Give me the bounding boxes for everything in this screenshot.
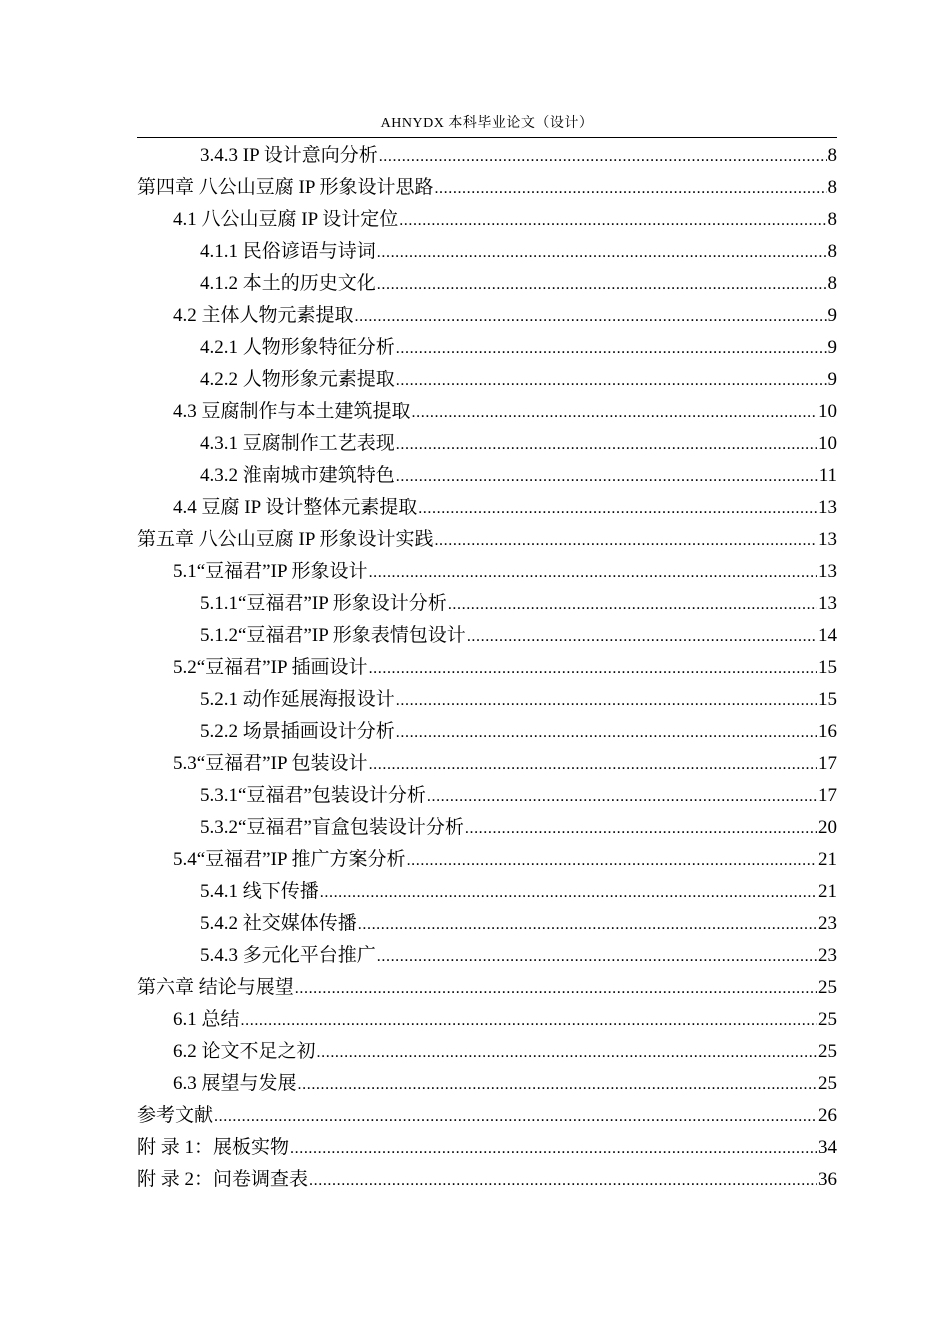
toc-dot-leader	[317, 1037, 817, 1069]
toc-entry[interactable]	[137, 524, 837, 556]
toc-dot-leader	[377, 269, 827, 301]
toc-entry[interactable]	[137, 460, 837, 492]
toc-entry[interactable]	[137, 428, 837, 460]
toc-entry-title: 4.2.2 人物形象元素提取	[200, 369, 395, 390]
toc-entry-title: 第四章 八公山豆腐 IP 形象设计思路	[137, 177, 434, 198]
toc-dot-leader	[396, 717, 817, 749]
toc-entry[interactable]	[137, 1164, 837, 1196]
toc-entry-page-number: 25	[818, 1041, 837, 1062]
toc-entry-page-number: 13	[818, 593, 837, 614]
toc-entry[interactable]	[137, 876, 837, 908]
toc-entry-page-number: 8	[827, 241, 837, 262]
toc-entry-title: 5.4.2 社交媒体传播	[200, 913, 357, 934]
toc-dot-leader	[369, 557, 817, 589]
toc-entry-title: 4.1.1 民俗谚语与诗词	[200, 241, 376, 262]
toc-entry-page-number: 8	[827, 177, 837, 198]
toc-entry-page-number: 20	[818, 817, 837, 838]
toc-entry[interactable]	[137, 396, 837, 428]
toc-dot-leader	[399, 205, 826, 237]
toc-entry[interactable]	[137, 1132, 837, 1164]
toc-entry-page-number: 25	[818, 1009, 837, 1030]
toc-entry-title: 5.4.1 线下传播	[200, 881, 319, 902]
toc-entry-page-number: 23	[818, 913, 837, 934]
toc-entry[interactable]	[137, 620, 837, 652]
toc-entry-title: 5.1.1“豆福君”IP 形象设计分析	[200, 593, 447, 614]
toc-entry-page-number: 11	[818, 465, 837, 486]
toc-entry-page-number: 15	[818, 657, 837, 678]
toc-entry[interactable]	[137, 172, 837, 204]
toc-entry-page-number: 23	[818, 945, 837, 966]
toc-dot-leader	[396, 461, 818, 493]
toc-dot-leader	[377, 941, 817, 973]
toc-entry-title: 5.3.1“豆福君”包装设计分析	[200, 785, 426, 806]
toc-entry[interactable]	[137, 1036, 837, 1068]
toc-dot-leader	[369, 653, 817, 685]
toc-entry-title: 附 录 1：展板实物	[137, 1137, 290, 1158]
toc-entry[interactable]	[137, 140, 837, 172]
header-divider	[137, 137, 837, 138]
toc-entry-title: 5.2.2 场景插画设计分析	[200, 721, 395, 742]
toc-dot-leader	[448, 589, 817, 621]
toc-entry[interactable]	[137, 556, 837, 588]
toc-entry[interactable]	[137, 1004, 837, 1036]
toc-entry-page-number: 9	[827, 369, 837, 390]
toc-dot-leader	[241, 1005, 817, 1037]
toc-dot-leader	[298, 1069, 817, 1101]
toc-entry-page-number: 8	[827, 273, 837, 294]
toc-entry-title: 第五章 八公山豆腐 IP 形象设计实践	[137, 529, 434, 550]
toc-entry[interactable]	[137, 332, 837, 364]
toc-entry[interactable]	[137, 748, 837, 780]
toc-entry-title: 6.3 展望与发展	[173, 1073, 297, 1094]
toc-entry-page-number: 15	[818, 689, 837, 710]
toc-entry-title: 4.3 豆腐制作与本土建筑提取	[173, 401, 411, 422]
toc-entry-title: 4.4 豆腐 IP 设计整体元素提取	[173, 497, 418, 518]
toc-entry[interactable]	[137, 1068, 837, 1100]
toc-entry-title: 6.2 论文不足之初	[173, 1041, 316, 1062]
toc-dot-leader	[418, 493, 817, 525]
toc-dot-leader	[379, 141, 827, 173]
toc-entry-page-number: 8	[827, 209, 837, 230]
toc-entry-title: 4.2 主体人物元素提取	[173, 305, 354, 326]
toc-entry-page-number: 9	[827, 305, 837, 326]
toc-entry-title: 3.4.3 IP 设计意向分析	[200, 145, 378, 166]
toc-dot-leader	[434, 525, 817, 557]
toc-entry[interactable]	[137, 268, 837, 300]
toc-dot-leader	[295, 973, 817, 1005]
toc-dot-leader	[369, 749, 817, 781]
toc-entry-title: 5.2“豆福君”IP 插画设计	[173, 657, 368, 678]
toc-entry[interactable]	[137, 236, 837, 268]
toc-entry-title: 5.1.2“豆福君”IP 形象表情包设计	[200, 625, 466, 646]
toc-entry-title: 5.2.1 动作延展海报设计	[200, 689, 395, 710]
toc-entry[interactable]	[137, 780, 837, 812]
toc-entry-page-number: 13	[818, 497, 837, 518]
toc-dot-leader	[434, 173, 826, 205]
page-header: AHNYDX 本科毕业论文（设计）	[380, 116, 594, 131]
toc-entry-page-number: 34	[818, 1137, 837, 1158]
toc-dot-leader	[467, 621, 817, 653]
toc-entry-title: 附 录 2：问卷调查表	[137, 1169, 309, 1190]
toc-entry[interactable]	[137, 940, 837, 972]
toc-entry[interactable]	[137, 1100, 837, 1132]
toc-entry[interactable]	[137, 204, 837, 236]
toc-entry-title: 5.3“豆福君”IP 包装设计	[173, 753, 368, 774]
toc-dot-leader	[396, 333, 827, 365]
toc-entry-title: 4.3.1 豆腐制作工艺表现	[200, 433, 395, 454]
toc-entry[interactable]	[137, 844, 837, 876]
toc-entry[interactable]	[137, 300, 837, 332]
toc-entry-page-number: 14	[818, 625, 837, 646]
toc-entry-title: 参考文献	[137, 1105, 214, 1126]
toc-entry-page-number: 25	[818, 977, 837, 998]
toc-dot-leader	[407, 845, 817, 877]
toc-entry[interactable]	[137, 364, 837, 396]
toc-entry[interactable]	[137, 684, 837, 716]
toc-entry[interactable]	[137, 812, 837, 844]
toc-entry-page-number: 26	[818, 1105, 837, 1126]
toc-entry-title: 5.4.3 多元化平台推广	[200, 945, 376, 966]
toc-entry-page-number: 10	[818, 433, 837, 454]
toc-entry[interactable]	[137, 716, 837, 748]
toc-entry-title: 4.1 八公山豆腐 IP 设计定位	[173, 209, 399, 230]
toc-entry-page-number: 13	[818, 529, 837, 550]
toc-entry-page-number: 16	[818, 721, 837, 742]
table-of-contents	[137, 140, 837, 1196]
toc-entry-title: 第六章 结论与展望	[137, 977, 294, 998]
toc-entry-page-number: 13	[818, 561, 837, 582]
toc-entry-page-number: 17	[818, 785, 837, 806]
toc-entry-page-number: 9	[827, 337, 837, 358]
toc-entry-page-number: 17	[818, 753, 837, 774]
toc-dot-leader	[214, 1101, 817, 1133]
toc-dot-leader	[412, 397, 817, 429]
toc-entry-title: 5.1“豆福君”IP 形象设计	[173, 561, 368, 582]
toc-entry-title: 5.4“豆福君”IP 推广方案分析	[173, 849, 406, 870]
toc-dot-leader	[358, 909, 817, 941]
toc-entry[interactable]	[137, 492, 837, 524]
toc-dot-leader	[309, 1165, 817, 1197]
toc-entry[interactable]	[137, 972, 837, 1004]
toc-dot-leader	[396, 365, 827, 397]
toc-dot-leader	[377, 237, 827, 269]
toc-entry-page-number: 8	[827, 145, 837, 166]
toc-entry-page-number: 10	[818, 401, 837, 422]
toc-dot-leader	[465, 813, 817, 845]
toc-entry-title: 4.2.1 人物形象特征分析	[200, 337, 395, 358]
toc-dot-leader	[355, 301, 827, 333]
toc-entry-title: 4.3.2 淮南城市建筑特色	[200, 465, 395, 486]
toc-entry-page-number: 25	[818, 1073, 837, 1094]
toc-entry-page-number: 36	[818, 1169, 837, 1190]
toc-dot-leader	[290, 1133, 817, 1165]
toc-entry-title: 6.1 总结	[173, 1009, 240, 1030]
toc-entry-title: 4.1.2 本土的历史文化	[200, 273, 376, 294]
toc-dot-leader	[427, 781, 817, 813]
toc-dot-leader	[396, 429, 817, 461]
toc-entry[interactable]	[137, 908, 837, 940]
toc-dot-leader	[396, 685, 817, 717]
toc-entry-title: 5.3.2“豆福君”盲盒包装设计分析	[200, 817, 464, 838]
toc-entry-page-number: 21	[818, 881, 837, 902]
toc-dot-leader	[320, 877, 817, 909]
toc-entry[interactable]	[137, 652, 837, 684]
toc-entry[interactable]	[137, 588, 837, 620]
toc-entry-page-number: 21	[818, 849, 837, 870]
